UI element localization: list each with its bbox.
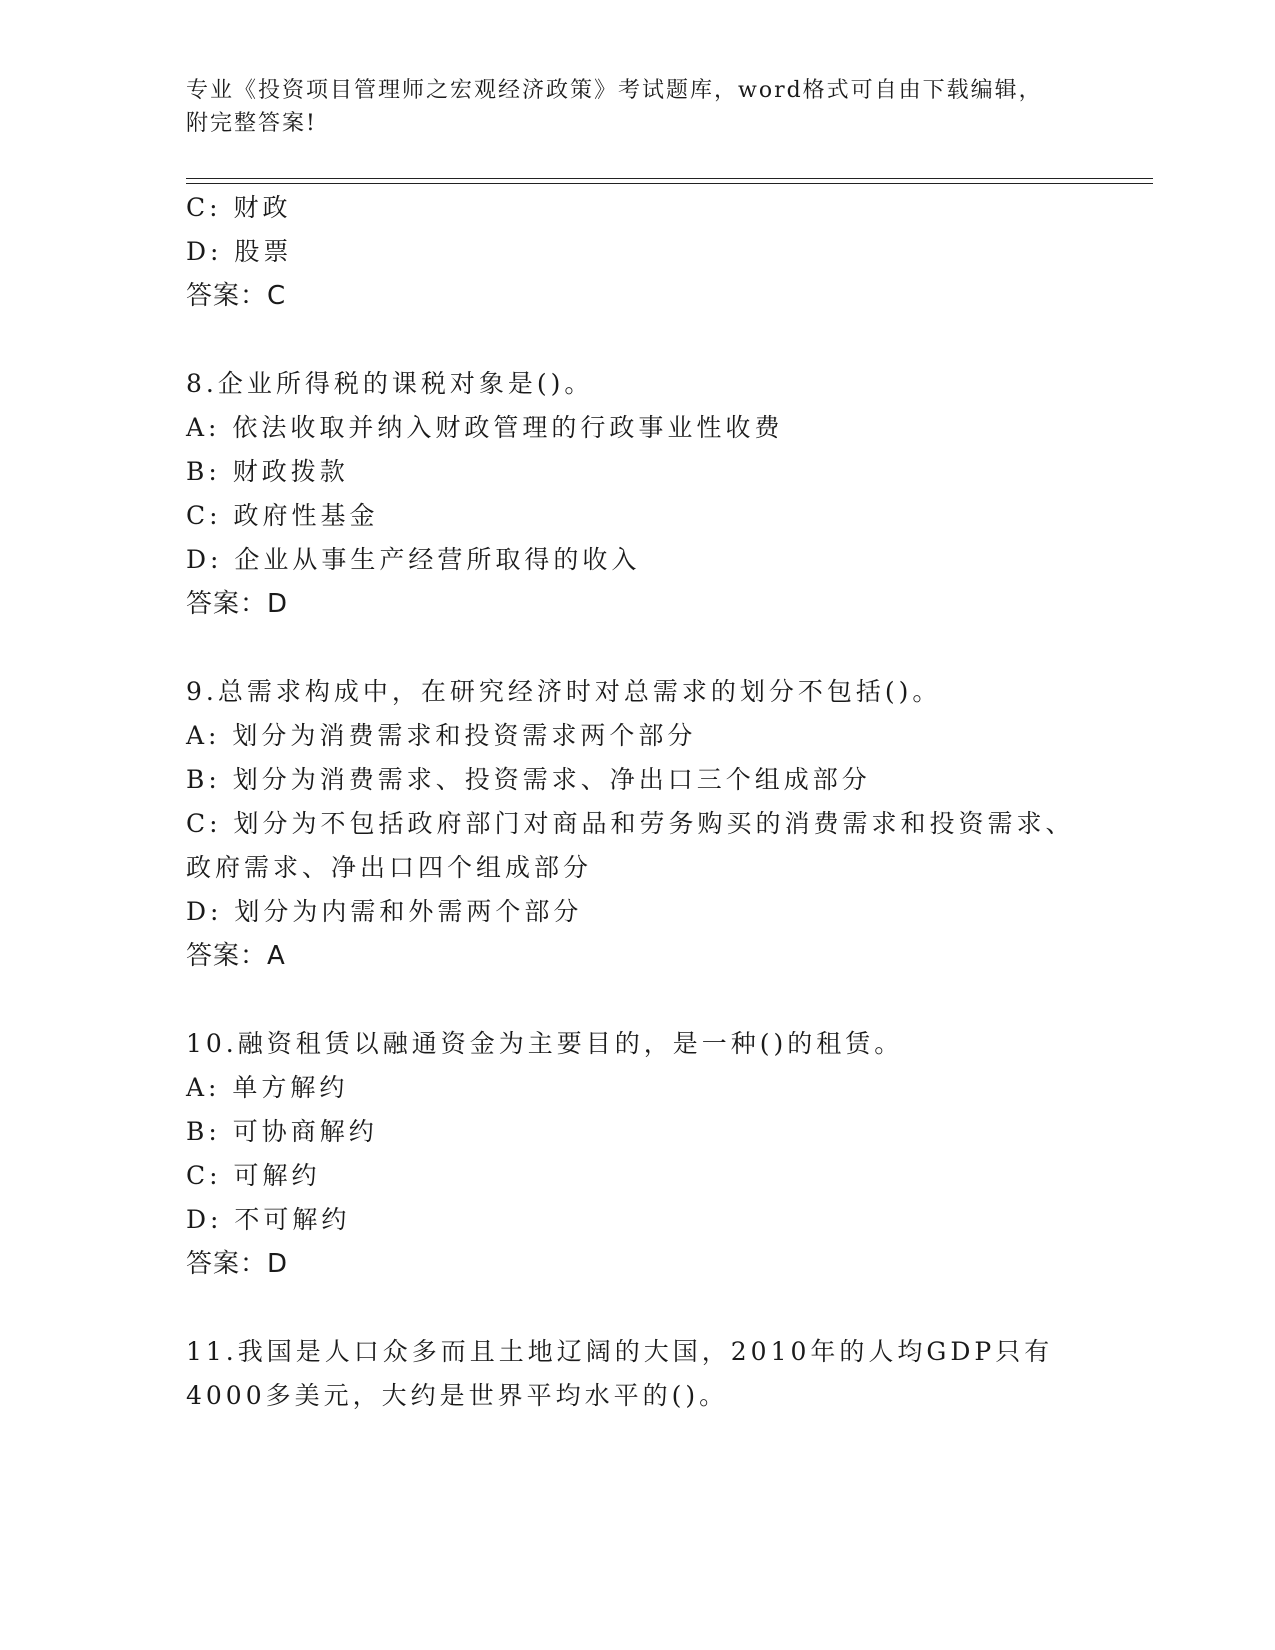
q10-stem: 10.融资租赁以融通资金为主要目的，是一种()的租赁。 bbox=[186, 1029, 904, 1058]
header-divider-bottom bbox=[186, 183, 1153, 184]
header-divider-top bbox=[186, 178, 1153, 179]
q8-option-b: B: 财政拨款 bbox=[186, 457, 349, 486]
q9-stem: 9.总需求构成中，在研究经济时对总需求的划分不包括()。 bbox=[186, 677, 942, 706]
q9-option-c-line1: C: 划分为不包括政府部门对商品和劳务购买的消费需求和投资需求、 bbox=[186, 809, 1075, 838]
q8-answer: 答案：D bbox=[186, 589, 289, 619]
q9-option-a: A: 划分为消费需求和投资需求两个部分 bbox=[186, 721, 697, 750]
q7-option-d: D: 股票 bbox=[186, 237, 293, 266]
q8-option-a: A: 依法收取并纳入财政管理的行政事业性收费 bbox=[186, 413, 784, 442]
header-line-1: 专业《投资项目管理师之宏观经济政策》考试题库，word格式可自由下载编辑， bbox=[186, 78, 1043, 103]
q9-answer: 答案：A bbox=[186, 941, 286, 971]
q8-option-d: D: 企业从事生产经营所取得的收入 bbox=[186, 545, 641, 574]
q10-option-d: D: 不可解约 bbox=[186, 1205, 351, 1234]
q11-stem-line2: 4000多美元，大约是世界平均水平的()。 bbox=[186, 1381, 729, 1410]
q11-stem-line1: 11.我国是人口众多而且土地辽阔的大国，2010年的人均GDP只有 bbox=[186, 1337, 1054, 1366]
q10-option-a: A: 单方解约 bbox=[186, 1073, 349, 1102]
q9-option-d: D: 划分为内需和外需两个部分 bbox=[186, 897, 583, 926]
header-line-2: 附完整答案! bbox=[186, 111, 317, 136]
q8-stem: 8.企业所得税的课税对象是()。 bbox=[186, 369, 594, 398]
q7-answer: 答案：C bbox=[186, 281, 287, 311]
document-header bbox=[186, 74, 1166, 140]
q8-option-c: C: 政府性基金 bbox=[186, 501, 379, 530]
q9-option-c-line2: 政府需求、净出口四个组成部分 bbox=[186, 853, 593, 882]
q9-option-b: B: 划分为消费需求、投资需求、净出口三个组成部分 bbox=[186, 765, 871, 794]
q10-option-c: C: 可解约 bbox=[186, 1161, 321, 1190]
q7-option-c: C: 财政 bbox=[186, 193, 292, 222]
q10-option-b: B: 可协商解约 bbox=[186, 1117, 378, 1146]
q10-answer: 答案：D bbox=[186, 1249, 289, 1279]
